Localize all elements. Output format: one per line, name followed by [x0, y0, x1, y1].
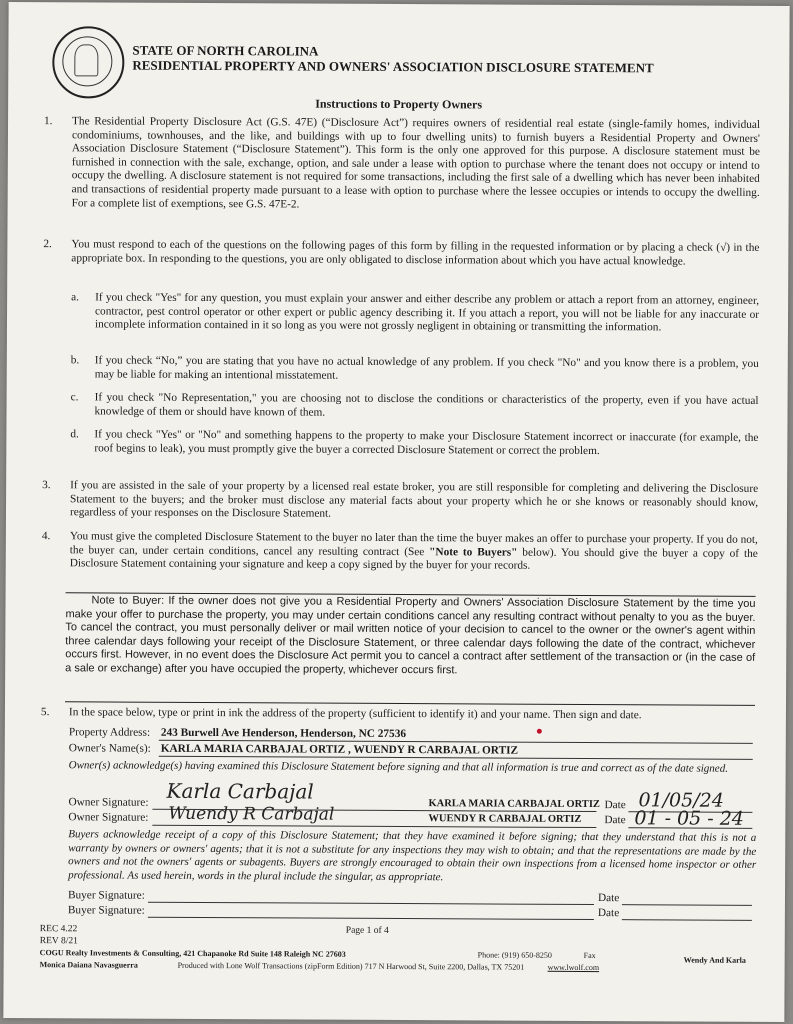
note-to-buyer: Note to Buyer: If the owner does not give you a Residential Property and Owners' Association Disclosure Statement by the time you make your offer to purchase the property, you may under certain conditions cancel any resulting contract without penalty to you as the buyer. To cancel the contract, you must personally deliver or mail written notice of your decision to cancel to the owner or the owner's agent within three calendar days following your receipt of the Disclosure Statement, or three calendar days following the date of the contract, whichever occurs first. However, in no event does the Disclosure Act permit you to cancel a contract after settlement of the transaction or (in the case of a sale or exchange) after you have occupied the property, whichever occurs first.: [65, 594, 756, 677]
instructions-title: Instructions to Property Owners: [315, 96, 483, 112]
item-2c-letter: c.: [70, 391, 79, 404]
red-ink-dot: [537, 729, 542, 734]
item-5-number: 5.: [40, 706, 50, 719]
state-name: STATE OF NORTH CAROLINA: [132, 42, 319, 59]
item-1-number: 1.: [44, 115, 53, 128]
buyer-date-line[interactable]: [622, 904, 752, 906]
owner-signature-label: Owner Signature:: [68, 811, 149, 824]
client-name: Wendy And Karla: [683, 955, 746, 965]
owner-signature-label: Owner Signature:: [68, 796, 149, 809]
owner-signature-1[interactable]: Karla Carbajal: [166, 778, 314, 804]
owners-value[interactable]: KARLA MARIA CARBAJAL ORTIZ , WUENDY R CARBAJAL ORTIZ: [160, 742, 519, 757]
buyer-acknowledgement: Buyers acknowledge receipt of a copy of this Disclosure Statement; that they have examined it before signing; that they understand that this is not a warranty by owners or owners' agents; that it is not a substitute for any inspections they may wish to obtain; and that the representations are made by the owners and not the owners' agents or subagents. Buyers are strongly encouraged to obtain their own inspections from a licensed home inspector or other professional. As used herein, words in the plural include the singular, as appropriate.: [68, 828, 757, 883]
revision-date: REV 8/21: [39, 936, 78, 947]
disclosure-document: [3, 2, 789, 1022]
owner-date-2[interactable]: 01 - 05 - 24: [634, 807, 744, 830]
item-2a-letter: a.: [71, 291, 79, 304]
produced-with: Produced with Lone Wolf Transactions (zipForm Edition) 717 N Harwood St, Suite 2200, Dallas, TX 75201: [177, 960, 525, 972]
item-1-text: The Residential Property Disclosure Act (G.S. 47E) (“Disclosure Act”) requires owners of residential real estate (single-family homes, individual condominiums, townhouses, and the like, and buildings with up to four dwelling units) to furnish buyers a Residential Property and Owners' Association Disclosure Statement (“Disclosure Statement”). This form is the only one approved for this purpose. A disclosure statement must be furnished in connection with the sale, exchange, option, and sale under a lease with option to purchase where the tenant does not occupy or intend to occupy the dwelling. A disclosure statement is not required for some transactions, including the first sale of a dwelling which has never been inhabited and transactions of residential property made pursuant to a lease with option to purchase where the lessee occupies or intends to occupy the dwelling. For a complete list of exemptions, see G.S. 47E-2.: [71, 115, 761, 211]
website-link[interactable]: www.lwolf.com: [547, 962, 600, 973]
date-label: Date: [604, 799, 626, 812]
revision-code: REC 4.22: [39, 924, 78, 935]
signature-line: [152, 825, 596, 828]
buyer-signature-line[interactable]: [148, 917, 594, 920]
agent-name: Monica Daiana Navasguerra: [39, 960, 138, 970]
address-label: Property Address:: [68, 726, 151, 739]
document-title: RESIDENTIAL PROPERTY AND OWNERS' ASSOCIATION DISCLOSURE STATEMENT: [132, 57, 654, 76]
page-number: Page 1 of 4: [345, 925, 389, 936]
item-2d-text: If you check "Yes" or "No" and something happens to the property to make your Disclosure Statement incorrect or inaccurate (for example, the roof begins to leak), you must promptly give the buyer a corrected Disclosure Statement or correct the problem.: [94, 428, 759, 457]
buyer-date-line[interactable]: [622, 919, 752, 921]
item-5-text: In the space below, type or print in ink the address of the property (sufficient to identify it) and your name. Then sign and date.: [68, 706, 642, 722]
owner-date-1[interactable]: 01/05/24: [638, 789, 724, 812]
item-2c-text: If you check "No Representation," you are choosing not to disclose the conditions or characteristics of the property, even if you have actual knowledge of them or should have known of them.: [94, 391, 759, 419]
item-2-number: 2.: [43, 238, 52, 251]
item-4-number: 4.: [41, 530, 51, 543]
buyer-signature-label: Buyer Signature:: [67, 904, 145, 917]
buyer-signature-label: Buyer Signature:: [67, 889, 145, 902]
item-3-number: 3.: [42, 479, 51, 492]
item-2-text: You must respond to each of the questions on the following pages of this form by filling in the requested information or by placing a check (√) in the appropriate box. In responding to the questions, you are only obligated to disclose information about which you have actual knowledge.: [71, 238, 760, 268]
buyer-signature-line[interactable]: [148, 902, 594, 905]
item-3-text: If you are assisted in the sale of your property by a licensed real estate broker, you are still responsible for completing and delivering the Disclosure Statement to the buyers; and the broker must disclose any material facts about your property which he or she knows or reasonably should know, regardless of your responses on the Disclosure Statement.: [69, 479, 759, 520]
date-label: Date: [597, 892, 620, 905]
owner-signature-2[interactable]: Wuendy R Carbajal: [168, 803, 335, 825]
company-info: COGU Realty Investments & Consulting, 421 Chapanoke Rd Suite 148 Raleigh NC 27603: [39, 948, 346, 959]
item-2a-text: If you check "Yes" for any question, you must explain your answer and either describe any problem or attach a report from an attorney, engineer, contractor, pest control operator or other expert or public agency describing it. If you attach a report, you will not be liable for any inaccurate or incomplete information contained in it so long as you were not grossly negligent in obtaining or transmitting the information.: [94, 291, 760, 334]
date-label: Date: [597, 907, 620, 920]
item-4-text: You must give the completed Disclosure Statement to the buyer no later than the time the buyer makes an offer to purchase your property. If you do not, the buyer can, under certain conditions, cancel any resulting contract (See "Note to Buyers" below). You should give the buyer a copy of the Disclosure Statement containing your signature and keep a copy signed by the buyer for your records.: [69, 530, 758, 572]
item-2d-letter: d.: [70, 428, 79, 441]
fax: Fax: [583, 950, 596, 961]
date-label: Date: [604, 814, 626, 827]
document-header: [132, 43, 654, 76]
north-carolina-seal-icon: [52, 26, 124, 98]
owners-label: Owner's Name(s):: [68, 742, 151, 755]
owner-name-1: KARLA MARIA CARBAJAL ORTIZ: [428, 798, 600, 811]
owner-name-2: WUENDY R CARBAJAL ORTIZ: [428, 813, 582, 825]
item-2b-text: If you check “No,” you are stating that you have no actual knowledge of any problem. If you check "No" and you know there is a problem, you may be liable for making an intentional misstatement.: [94, 354, 759, 382]
address-value[interactable]: 243 Burwell Ave Henderson, Henderson, NC 27536: [160, 726, 407, 741]
phone: Phone: (919) 650-8250: [477, 950, 552, 960]
divider: [65, 701, 755, 706]
item-2b-letter: b.: [70, 354, 80, 367]
owner-acknowledgement: Owner(s) acknowledge(s) having examined this Disclosure Statement before signing and that all information is true and correct as of the date signed.: [68, 759, 728, 775]
